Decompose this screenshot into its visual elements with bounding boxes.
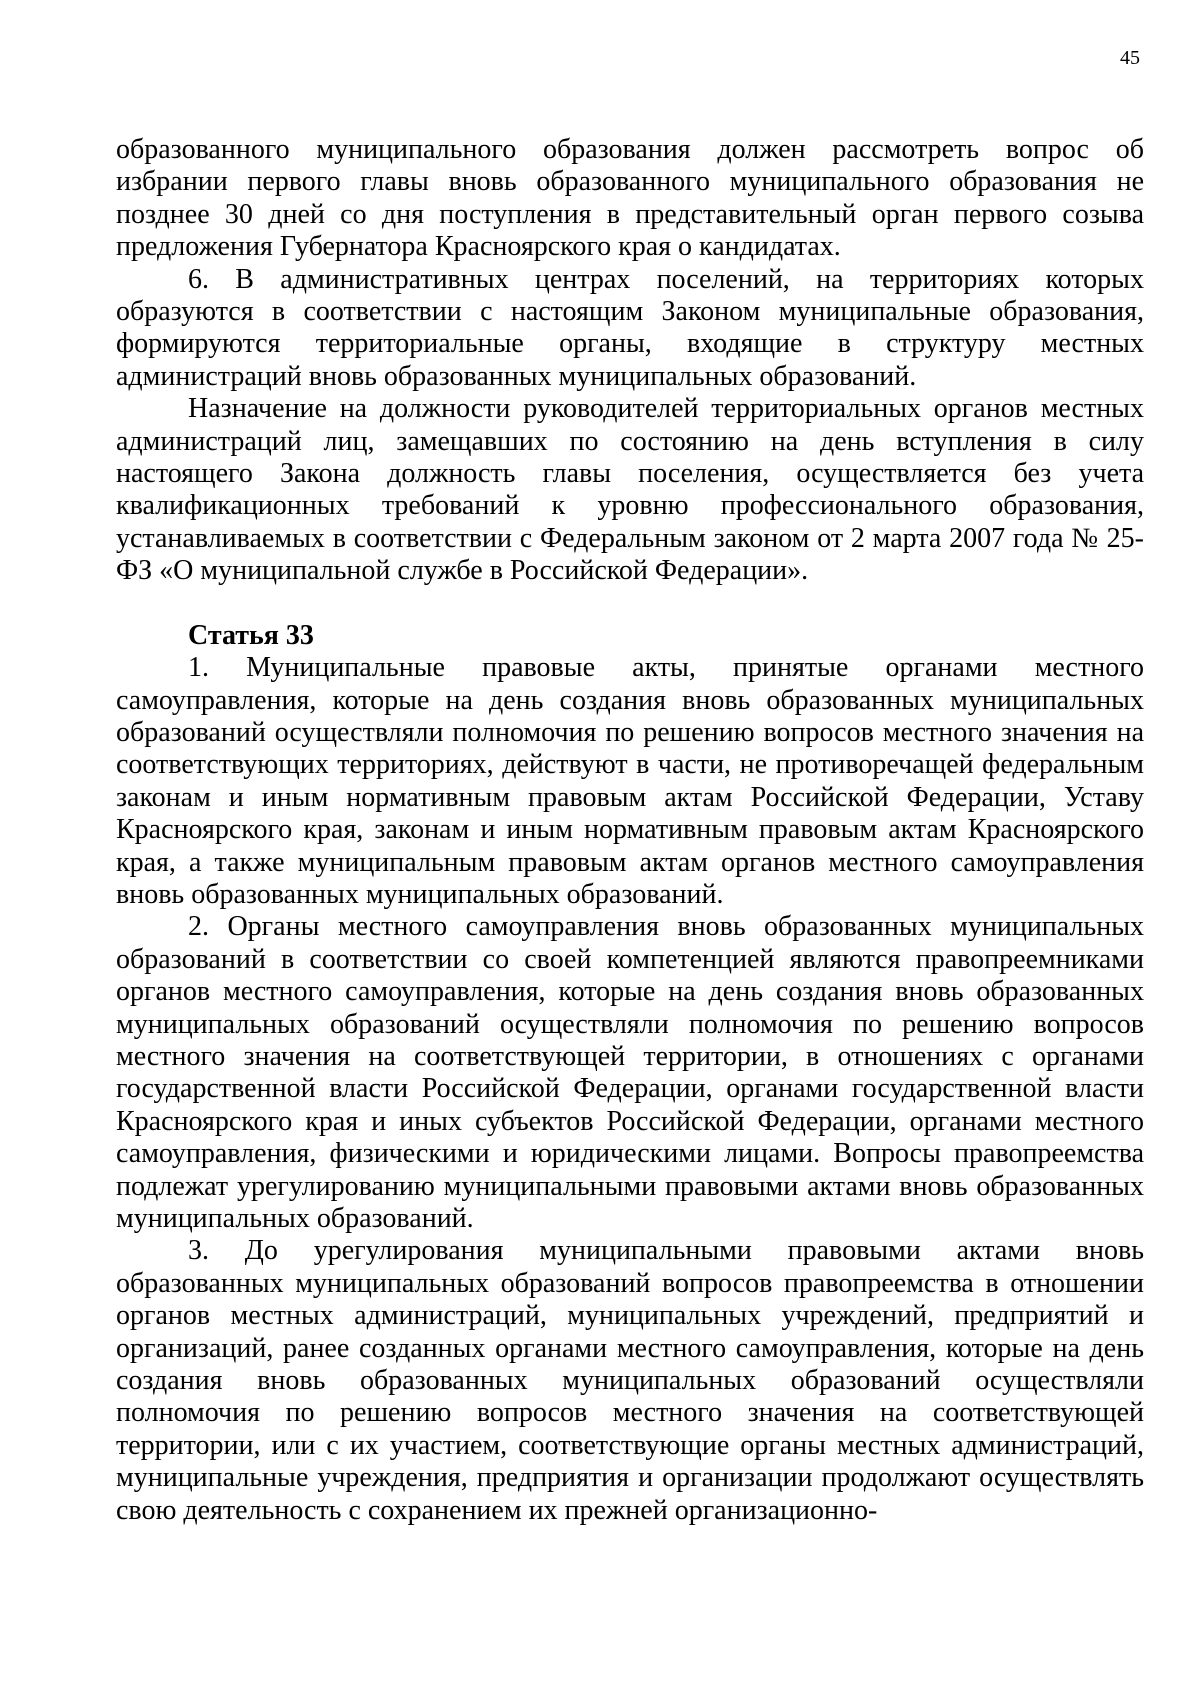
paragraph-appointment: Назначение на должности руководителей территориальных органов местных администраций лиц, замещавших по состоянию на день вступления в силу настоящего Закона должность главы поселения, осуществляется без учета квалификационных требований к уровню профессионального образования, устанавливаемых в соответствии с Федеральным законом от 2 марта 2007 года № 25-ФЗ «О муниципальной службе в Российской Федерации». (116, 393, 1144, 587)
paragraph-item-1: 1. Муниципальные правовые акты, принятые органами местного самоуправления, которые на день создания вновь образованных муниципальных образований осуществляли полномочия по решению вопросов местного значения на соответствующих территориях, действуют в части, не противоречащей федеральным законам и иным нормативным правовым актам Российской Федерации, Уставу Красноярского края, законам и иным нормативным правовым актам Красноярского края, а также муниципальным правовым актам органов местного самоуправления вновь образованных муниципальных образований. (116, 652, 1144, 910)
article-heading: Статья 33 (188, 619, 314, 651)
paragraph-item-3: 3. До урегулирования муниципальными правовыми актами вновь образованных муниципальных образований вопросов правопреемства в отношении органов местных администраций, муниципальных учреждений, предприятий и организаций, ранее созданных органами местного самоуправления, которые на день создания вновь образованных муниципальных образований осуществляли полномочия по решению вопросов местного значения на соответствующей территории, или с их участием, соответствующие органы местных администраций, муниципальные учреждения, предприятия и организации продолжают осуществлять свою деятельность с сохранением их прежней организационно- (116, 1235, 1144, 1526)
paragraph-continuation: образованного муниципального образования должен рассмотреть вопрос об избрании первого главы вновь образованного муниципального образования не позднее 30 дней со дня поступления в представительный орган первого созыва предложения Губернатора Красноярского края о кандидатах. (116, 134, 1144, 263)
paragraph-item-2: 2. Органы местного самоуправления вновь образованных муниципальных образований в соответствии со своей компетенцией являются правопреемниками органов местного самоуправления, которые на день создания вновь образованных муниципальных образований осуществляли полномочия по решению вопросов местного значения на соответствующей территории, в отношениях с органами государственной власти Российской Федерации, органами государственной власти Красноярского края и иных субъектов Российской Федерации, органами местного самоуправления, физическими и юридическими лицами. Вопросы правопреемства подлежат урегулированию муниципальными правовыми актами вновь образованных муниципальных образований. (116, 911, 1144, 1234)
paragraph-item-6: 6. В административных центрах поселений, на территориях которых образуются в соответствии с настоящим Законом муниципальные образования, формируются территориальные органы, входящие в структуру местных администраций вновь образованных муниципальных образований. (116, 263, 1144, 392)
document-body (116, 134, 1144, 1527)
page-number: 45 (1120, 47, 1140, 69)
